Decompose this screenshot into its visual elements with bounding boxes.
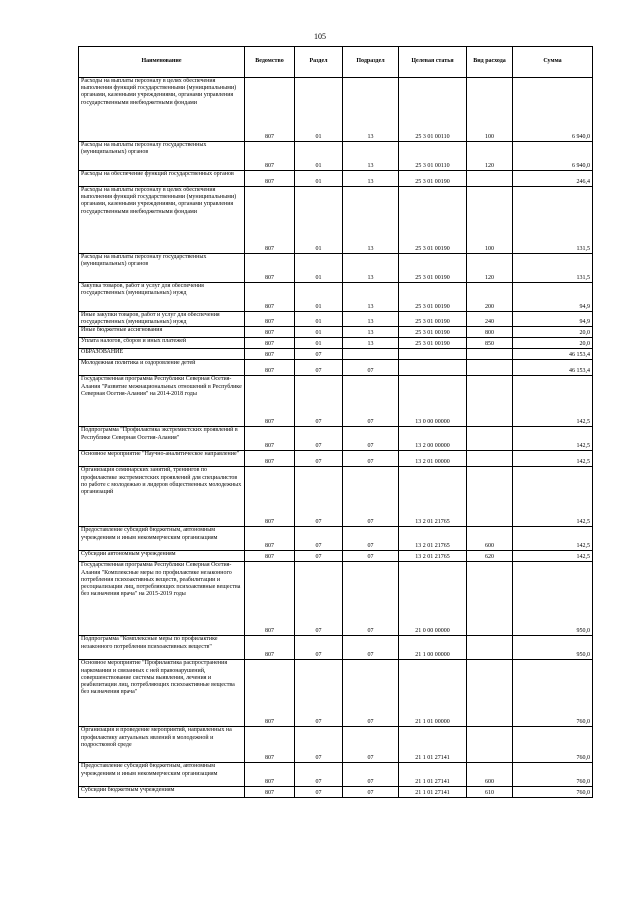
- cell-exp-type: 610: [467, 787, 513, 798]
- cell-target: 13 0 00 00000: [399, 376, 467, 427]
- cell-name: Государственная программа Республики Северная Осетия-Алания "Комплексные меры по профилактике незаконного потребления психоактивных веществ, реабилитации и ресоциализации лиц, потребляющих психоактивные вещества без назначения врача" на 2015-2019 годы: [79, 562, 245, 636]
- cell-dept: 807: [245, 78, 295, 142]
- cell-subsection: 07: [343, 427, 399, 451]
- cell-section: 01: [295, 327, 343, 338]
- cell-subsection: 13: [343, 327, 399, 338]
- cell-target: 25 3 01 00190: [399, 312, 467, 327]
- cell-subsection: 13: [343, 187, 399, 254]
- cell-name: Предоставление субсидий бюджетным, автономным учреждениям и иным некоммерческим организациям: [79, 763, 245, 787]
- table-row: [79, 360, 593, 376]
- cell-subsection: 07: [343, 360, 399, 376]
- cell-dept: 807: [245, 187, 295, 254]
- table-row: [79, 327, 593, 338]
- cell-name: Иные бюджетные ассигнования: [79, 327, 245, 338]
- header-name: Наименование: [79, 47, 245, 78]
- cell-name: Расходы на выплаты персоналу государственных (муниципальных) органов: [79, 142, 245, 171]
- header-dept: Ведомство: [245, 47, 295, 78]
- cell-name: Субсидии бюджетным учреждениям: [79, 787, 245, 798]
- cell-sum: 131,5: [513, 187, 593, 254]
- cell-section: 07: [295, 467, 343, 527]
- cell-subsection: 13: [343, 142, 399, 171]
- cell-exp-type: [467, 660, 513, 727]
- table-row: [79, 551, 593, 562]
- cell-name: Молодежная политика и оздоровление детей: [79, 360, 245, 376]
- cell-section: 07: [295, 360, 343, 376]
- cell-name: Уплата налогов, сборов и иных платежей: [79, 338, 245, 349]
- cell-dept: 807: [245, 763, 295, 787]
- cell-target: 25 3 01 00190: [399, 338, 467, 349]
- cell-dept: 807: [245, 360, 295, 376]
- cell-target: 25 3 01 00190: [399, 187, 467, 254]
- cell-sum: 46 153,4: [513, 349, 593, 360]
- cell-sum: 6 940,0: [513, 78, 593, 142]
- cell-exp-type: 200: [467, 283, 513, 312]
- cell-section: 01: [295, 142, 343, 171]
- table-row: [79, 171, 593, 187]
- header-subsection: Подраздел: [343, 47, 399, 78]
- cell-sum: 760,0: [513, 727, 593, 763]
- cell-target: 21 1 01 27141: [399, 787, 467, 798]
- cell-subsection: 07: [343, 451, 399, 467]
- cell-exp-type: [467, 360, 513, 376]
- cell-target: 25 3 01 00190: [399, 254, 467, 283]
- table-row: [79, 763, 593, 787]
- cell-dept: 807: [245, 636, 295, 660]
- cell-name: Подпрограмма "Комплексные меры по профилактике незаконного потребления психоактивных веществ": [79, 636, 245, 660]
- table-row: [79, 283, 593, 312]
- cell-sum: 94,9: [513, 283, 593, 312]
- cell-name: Предоставление субсидий бюджетным, автономным учреждениям и иным некоммерческим организациям: [79, 527, 245, 551]
- cell-sum: 760,0: [513, 763, 593, 787]
- cell-name: Основное мероприятие "Профилактика распространения наркомании и связанных с ней правонарушений, совершенствование системы выявления, лечения и реабилитации лиц, потребляющих психоактивные вещества без назначения врача": [79, 660, 245, 727]
- header-target: Целевая статья: [399, 47, 467, 78]
- table-row: [79, 338, 593, 349]
- cell-name: Субсидии автономным учреждениям: [79, 551, 245, 562]
- cell-subsection: 13: [343, 312, 399, 327]
- cell-section: 07: [295, 787, 343, 798]
- cell-target: 25 3 01 00190: [399, 327, 467, 338]
- cell-exp-type: 600: [467, 527, 513, 551]
- cell-subsection: 07: [343, 376, 399, 427]
- cell-dept: 807: [245, 451, 295, 467]
- cell-subsection: 07: [343, 660, 399, 727]
- cell-name: Расходы на обеспечение функций государственных органов: [79, 171, 245, 187]
- header-exp-type: Вид расхода: [467, 47, 513, 78]
- table-row: [79, 142, 593, 171]
- cell-dept: 807: [245, 787, 295, 798]
- table-row: [79, 78, 593, 142]
- cell-target: 13 2 01 21765: [399, 467, 467, 527]
- cell-target: 21 1 01 27141: [399, 763, 467, 787]
- cell-subsection: 13: [343, 283, 399, 312]
- cell-sum: 46 153,4: [513, 360, 593, 376]
- cell-name: Иные закупки товаров, работ и услуг для обеспечения государственных (муниципальных) нужд: [79, 312, 245, 327]
- cell-subsection: 07: [343, 551, 399, 562]
- cell-exp-type: 600: [467, 763, 513, 787]
- table-row: [79, 727, 593, 763]
- cell-sum: 131,5: [513, 254, 593, 283]
- cell-sum: 142,5: [513, 451, 593, 467]
- cell-subsection: 07: [343, 763, 399, 787]
- cell-dept: 807: [245, 551, 295, 562]
- cell-subsection: 13: [343, 338, 399, 349]
- table-row: [79, 312, 593, 327]
- table-row: [79, 349, 593, 360]
- cell-sum: 20,0: [513, 327, 593, 338]
- cell-name: Организация семинарских занятий, тренингов по профилактике экстремистских проявлений для специалистов по работе с молодежью и лидеров общественных молодежных организаций: [79, 467, 245, 527]
- cell-subsection: 07: [343, 562, 399, 636]
- cell-sum: 142,5: [513, 467, 593, 527]
- cell-subsection: 13: [343, 171, 399, 187]
- cell-section: 01: [295, 78, 343, 142]
- cell-section: 01: [295, 254, 343, 283]
- cell-exp-type: [467, 427, 513, 451]
- cell-target: 13 2 01 21765: [399, 551, 467, 562]
- cell-section: 07: [295, 551, 343, 562]
- table-row: [79, 451, 593, 467]
- cell-sum: 94,9: [513, 312, 593, 327]
- cell-exp-type: [467, 562, 513, 636]
- cell-name: Подпрограмма "Профилактика экстремистских проявлений в Республике Северная Осетия-Алания": [79, 427, 245, 451]
- cell-name: Основное мероприятие "Научно-аналитическое направление": [79, 451, 245, 467]
- cell-sum: 760,0: [513, 660, 593, 727]
- table-row: [79, 376, 593, 427]
- cell-subsection: 07: [343, 727, 399, 763]
- cell-dept: 807: [245, 660, 295, 727]
- cell-section: 01: [295, 312, 343, 327]
- cell-section: 07: [295, 376, 343, 427]
- cell-target: 25 3 01 00190: [399, 171, 467, 187]
- table-row: [79, 787, 593, 798]
- cell-exp-type: 120: [467, 254, 513, 283]
- cell-section: 07: [295, 527, 343, 551]
- cell-target: 21 1 01 27141: [399, 727, 467, 763]
- cell-subsection: 13: [343, 78, 399, 142]
- cell-sum: 760,0: [513, 787, 593, 798]
- cell-sum: 142,5: [513, 376, 593, 427]
- cell-section: 07: [295, 636, 343, 660]
- cell-dept: 807: [245, 338, 295, 349]
- cell-exp-type: [467, 727, 513, 763]
- cell-subsection: 13: [343, 254, 399, 283]
- cell-section: 01: [295, 187, 343, 254]
- cell-exp-type: 100: [467, 78, 513, 142]
- cell-target: 21 1 01 00000: [399, 660, 467, 727]
- table-row: [79, 467, 593, 527]
- cell-target: 21 1 00 00000: [399, 636, 467, 660]
- cell-sum: 950,0: [513, 562, 593, 636]
- page-number: 105: [314, 32, 326, 41]
- cell-section: 01: [295, 338, 343, 349]
- cell-exp-type: 620: [467, 551, 513, 562]
- cell-dept: 807: [245, 427, 295, 451]
- table-row: [79, 527, 593, 551]
- cell-dept: 807: [245, 376, 295, 427]
- table-row: [79, 187, 593, 254]
- cell-dept: 807: [245, 467, 295, 527]
- cell-target: 25 3 01 00190: [399, 283, 467, 312]
- cell-exp-type: 120: [467, 142, 513, 171]
- table-row: [79, 254, 593, 283]
- cell-subsection: 07: [343, 467, 399, 527]
- cell-target: 13 2 00 00000: [399, 427, 467, 451]
- cell-name: Расходы на выплаты персоналу в целях обеспечения выполнения функций государственными (муниципальными) органами, казенными учреждениями, органами управления государственными внебюджетными фондами: [79, 187, 245, 254]
- budget-table: [78, 46, 593, 798]
- cell-exp-type: [467, 171, 513, 187]
- cell-section: 07: [295, 451, 343, 467]
- cell-name: Расходы на выплаты персоналу в целях обеспечения выполнения функций государственными (муниципальными) органами, казенными учреждениями, органами управления государственными внебюджетными фондами: [79, 78, 245, 142]
- cell-section: 01: [295, 283, 343, 312]
- cell-target: 13 2 01 00000: [399, 451, 467, 467]
- cell-dept: 807: [245, 254, 295, 283]
- cell-name: Закупка товаров, работ и услуг для обеспечения государственных (муниципальных) нужд: [79, 283, 245, 312]
- table-row: [79, 427, 593, 451]
- table-header-row: [79, 47, 593, 78]
- table-row: [79, 562, 593, 636]
- cell-dept: 807: [245, 562, 295, 636]
- cell-subsection: [343, 349, 399, 360]
- cell-exp-type: 240: [467, 312, 513, 327]
- cell-section: 01: [295, 171, 343, 187]
- cell-subsection: 07: [343, 527, 399, 551]
- cell-exp-type: 800: [467, 327, 513, 338]
- cell-section: 07: [295, 727, 343, 763]
- cell-dept: 807: [245, 312, 295, 327]
- cell-dept: 807: [245, 142, 295, 171]
- cell-exp-type: [467, 376, 513, 427]
- cell-sum: 950,0: [513, 636, 593, 660]
- cell-exp-type: 850: [467, 338, 513, 349]
- cell-target: 21 0 00 00000: [399, 562, 467, 636]
- header-section: Раздел: [295, 47, 343, 78]
- cell-subsection: 07: [343, 636, 399, 660]
- cell-dept: 807: [245, 283, 295, 312]
- cell-exp-type: [467, 349, 513, 360]
- cell-subsection: 07: [343, 787, 399, 798]
- cell-name: Расходы на выплаты персоналу государственных (муниципальных) органов: [79, 254, 245, 283]
- cell-section: 07: [295, 349, 343, 360]
- cell-section: 07: [295, 660, 343, 727]
- cell-name: Государственная программа Республики Северная Осетия-Алания "Развитие межнациональных отношений в Республике Северная Осетия-Алания" на 2014-2018 годы: [79, 376, 245, 427]
- cell-target: 25 3 01 00110: [399, 78, 467, 142]
- header-sum: Сумма: [513, 47, 593, 78]
- cell-target: [399, 360, 467, 376]
- cell-sum: 142,5: [513, 551, 593, 562]
- cell-sum: 6 940,0: [513, 142, 593, 171]
- cell-name: Организация и проведение мероприятий, направленных на профилактику актуальных явлений в молодежной и подростковой среде: [79, 727, 245, 763]
- cell-sum: 142,5: [513, 427, 593, 451]
- cell-dept: 807: [245, 327, 295, 338]
- cell-section: 07: [295, 427, 343, 451]
- cell-dept: 807: [245, 349, 295, 360]
- cell-target: 13 2 01 21765: [399, 527, 467, 551]
- table-row: [79, 636, 593, 660]
- cell-exp-type: 100: [467, 187, 513, 254]
- cell-dept: 807: [245, 727, 295, 763]
- cell-exp-type: [467, 467, 513, 527]
- cell-sum: 142,5: [513, 527, 593, 551]
- cell-exp-type: [467, 451, 513, 467]
- cell-dept: 807: [245, 527, 295, 551]
- cell-name: ОБРАЗОВАНИЕ: [79, 349, 245, 360]
- cell-exp-type: [467, 636, 513, 660]
- table-row: [79, 660, 593, 727]
- cell-sum: 246,4: [513, 171, 593, 187]
- cell-section: 07: [295, 763, 343, 787]
- cell-target: 25 3 01 00110: [399, 142, 467, 171]
- cell-sum: 20,0: [513, 338, 593, 349]
- cell-target: [399, 349, 467, 360]
- cell-section: 07: [295, 562, 343, 636]
- cell-dept: 807: [245, 171, 295, 187]
